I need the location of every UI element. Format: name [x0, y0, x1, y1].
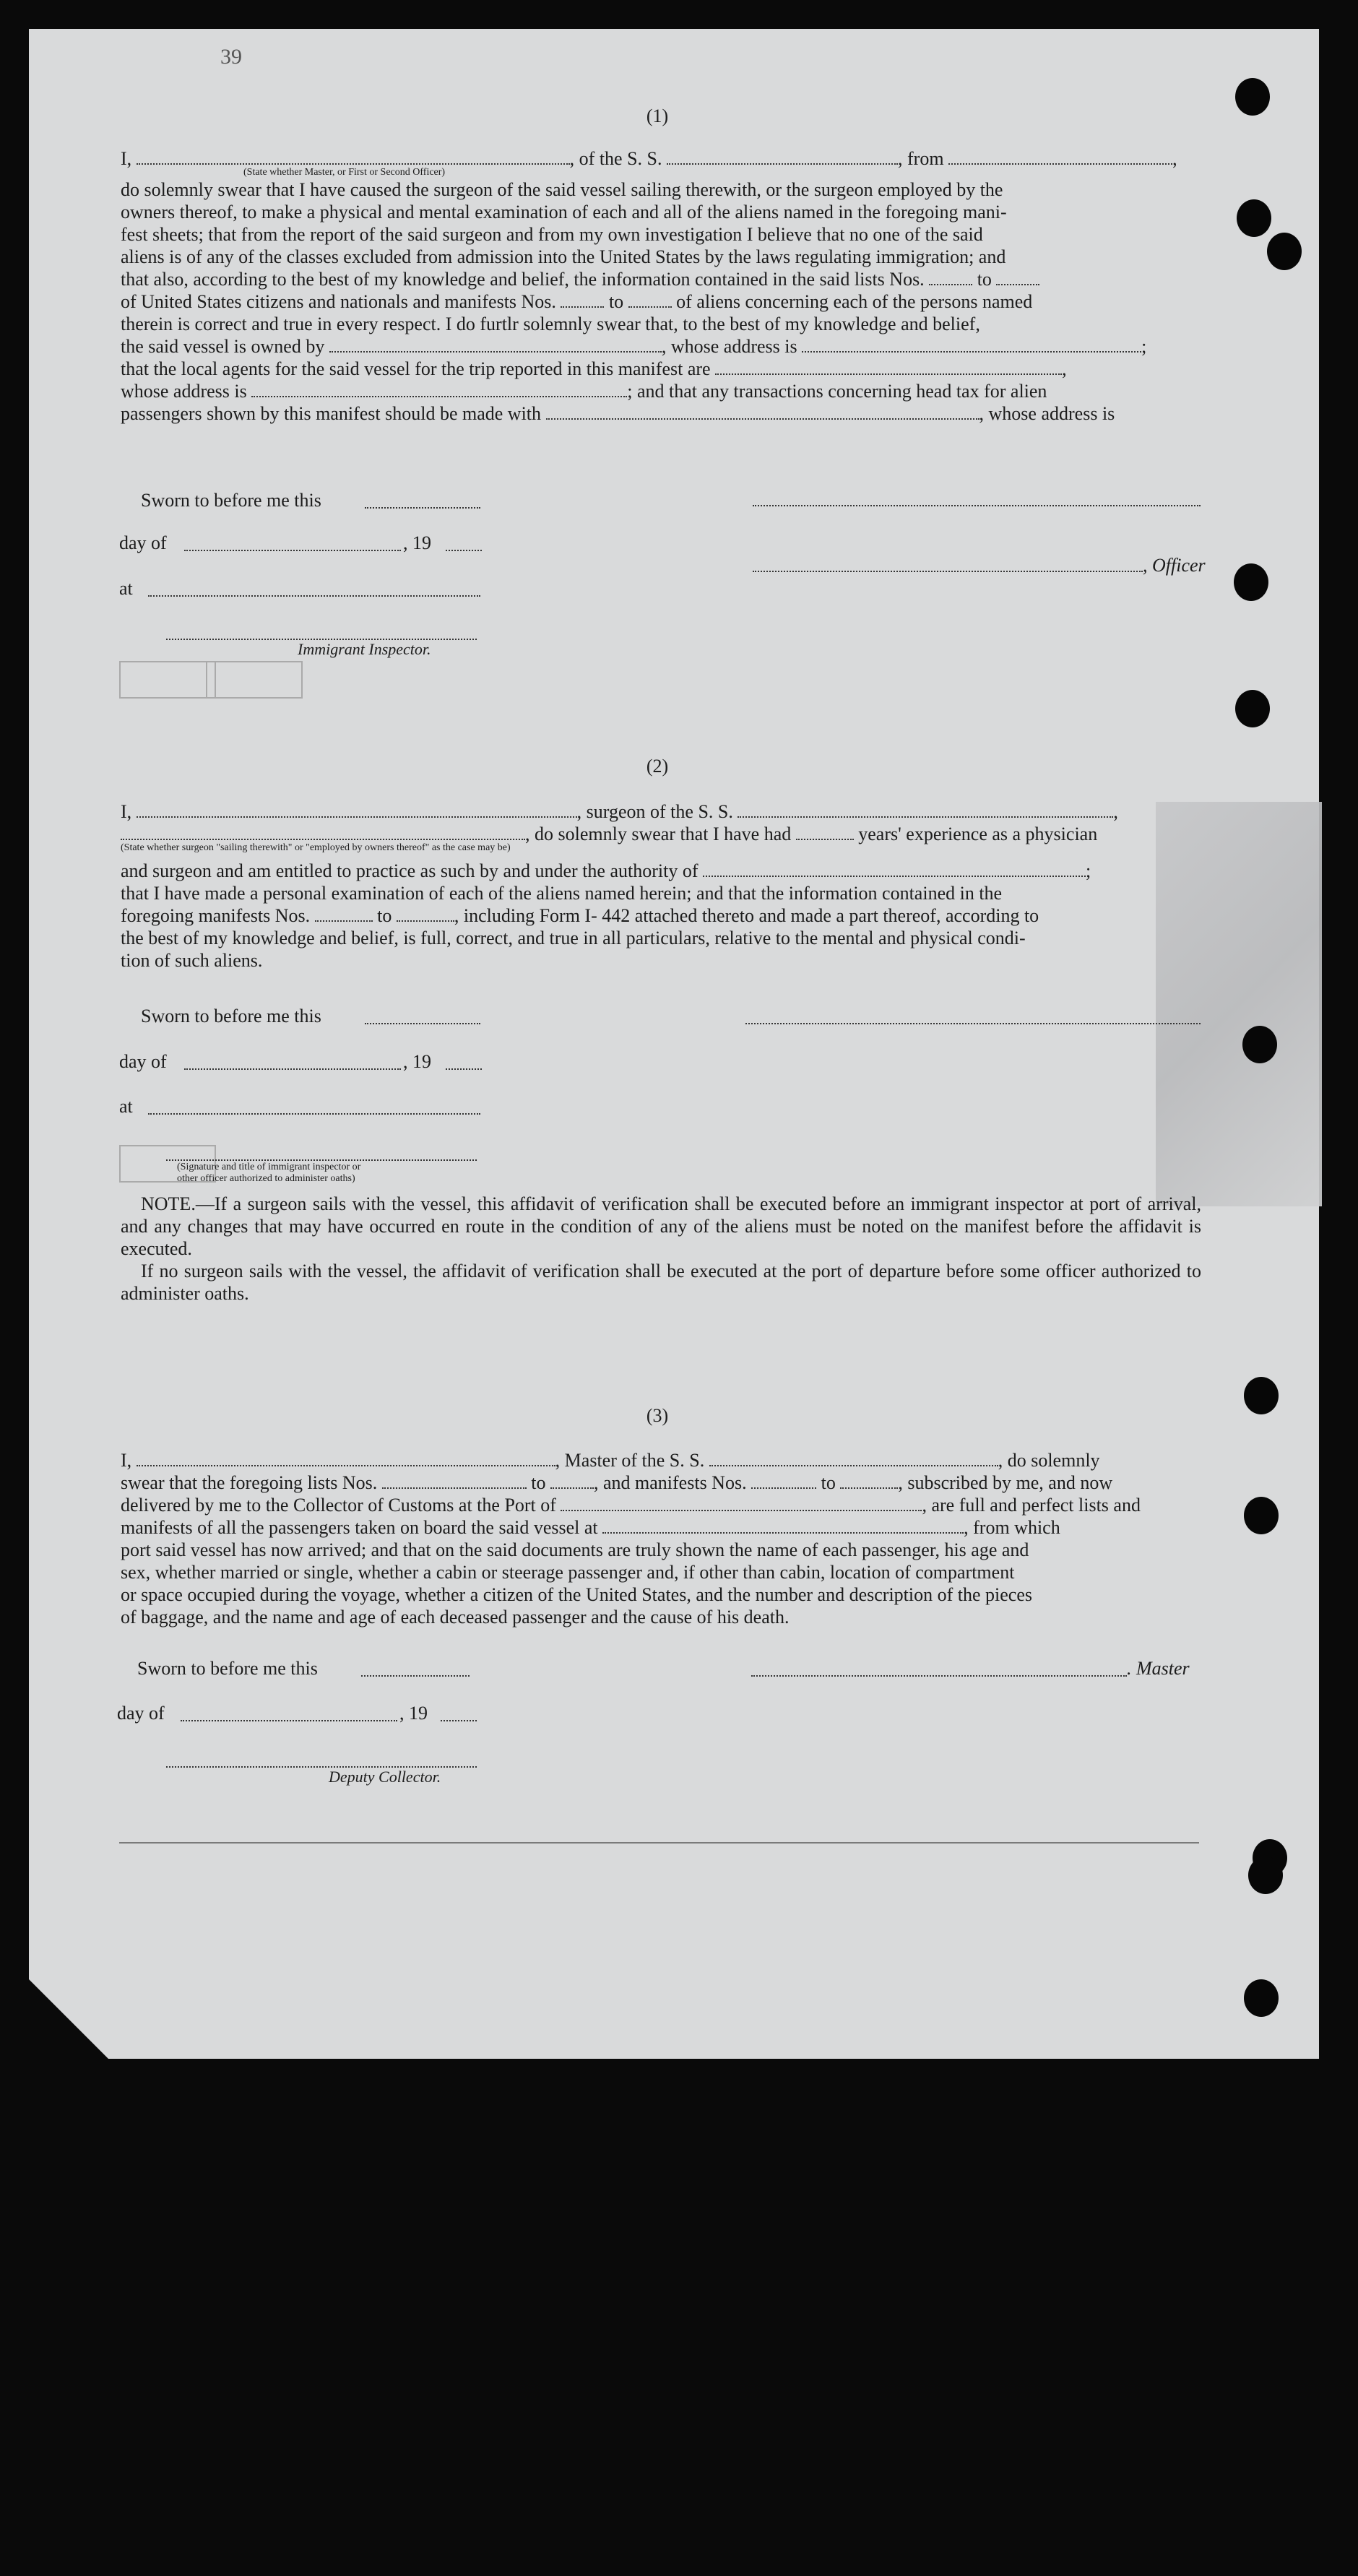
at-field-1[interactable] [148, 594, 480, 597]
year-label-3: , 19 [399, 1703, 428, 1724]
section-3-number: (3) [646, 1405, 669, 1426]
form-text: ; [1086, 860, 1091, 881]
blank-field [137, 1452, 555, 1466]
form-text: to [377, 905, 392, 926]
blank-field [840, 1474, 898, 1489]
form-text: to [821, 1472, 836, 1493]
day-field-1[interactable] [184, 548, 401, 551]
sworn-date-field-1[interactable] [365, 506, 480, 509]
blank-field [315, 907, 373, 922]
sworn-date-field-3[interactable] [361, 1674, 470, 1677]
blank-field [796, 826, 854, 840]
form-text: , whose address is [661, 336, 797, 357]
blank-field [703, 863, 1086, 877]
dayof-label-1: day of [119, 532, 167, 553]
text-line [121, 402, 1201, 425]
text-line: or space occupied during the voyage, whether a citizen of the United States, and the number and description of the pieces [121, 1584, 1033, 1605]
blank-field [137, 150, 570, 165]
form-text: , from [898, 148, 944, 169]
section-1-affidavit [121, 147, 1201, 425]
text-line [121, 800, 1201, 823]
inspector-label: Immigrant Inspector. [298, 640, 431, 658]
blank-field [382, 1474, 527, 1489]
form-text: , [1113, 801, 1118, 822]
text-line: sex, whether married or single, whether a cabin or steerage passenger and, if other than cabin, location of compartment [121, 1562, 1015, 1583]
text-line [121, 1494, 1201, 1516]
form-text: the said vessel is owned by [121, 336, 325, 357]
punch-hole [1267, 233, 1302, 270]
officer-signature-field[interactable] [753, 503, 1201, 506]
section-1-number: (1) [646, 105, 669, 126]
punch-hole [1235, 690, 1270, 727]
text-line [121, 1471, 1201, 1494]
blank-field [550, 1474, 594, 1489]
text-line [121, 268, 1201, 290]
text-line [121, 358, 1201, 380]
blank-field [628, 293, 672, 308]
punch-hole [1244, 1979, 1279, 2017]
text-line: aliens is of any of the classes excluded from admission into the United States by the laws regulating immigration; and [121, 246, 1006, 267]
form-text: , surgeon of the S. S. [576, 801, 733, 822]
at-label-1: at [119, 578, 133, 599]
text-line: fest sheets; that from the report of the said surgeon and from my own investigation I believe that no one of the said [121, 224, 983, 245]
bottom-rule [119, 1842, 1199, 1844]
blank-field [667, 150, 898, 165]
form-text: ; [1141, 336, 1147, 357]
form-text: that the local agents for the said vessel for the trip reported in this manifest are [121, 358, 711, 379]
form-text: whose address is [121, 381, 247, 402]
at-field-2[interactable] [148, 1112, 480, 1115]
text-line [121, 860, 1201, 882]
text-line: the best of my knowledge and belief, is full, correct, and true in all particulars, relative to the mental and physical condi- [121, 928, 1026, 948]
section-2-affidavit [121, 800, 1201, 972]
form-text: passengers shown by this manifest should be made with [121, 403, 542, 424]
form-text: swear that the foregoing lists Nos. [121, 1472, 378, 1493]
form-text: to [977, 269, 992, 290]
form-text: , do solemnly swear that I have had [525, 824, 792, 844]
form-text: ; and that any transactions concerning head tax for alien [627, 381, 1047, 402]
text-line [121, 1516, 1201, 1539]
form-text: , [1172, 148, 1177, 169]
master-label: . Master [1127, 1658, 1190, 1679]
blank-field [751, 1474, 816, 1489]
form-text: manifests of all the passengers taken on board the said vessel at [121, 1517, 598, 1538]
blank-field [996, 271, 1039, 285]
form-text: , are full and perfect lists and [922, 1495, 1141, 1516]
form-text: , of the S. S. [569, 148, 662, 169]
faded-stamp [119, 661, 216, 699]
form-text: , from which [964, 1517, 1060, 1538]
blank-field [546, 405, 979, 420]
blank-field [329, 338, 662, 353]
form-text: , Master of the S. S. [555, 1450, 705, 1471]
blank-field [602, 1519, 964, 1534]
form-text: I, [121, 148, 132, 169]
punch-hole [1248, 1857, 1283, 1894]
master-signature-field[interactable] [751, 1674, 1127, 1677]
collector-label: Deputy Collector. [329, 1768, 441, 1786]
form-text: foregoing manifests Nos. [121, 905, 311, 926]
blank-field [121, 826, 525, 840]
text-line [121, 380, 1201, 402]
form-text: , do solemnly [998, 1450, 1100, 1471]
text-line [121, 1449, 1201, 1471]
form-text: of aliens concerning each of the persons named [676, 291, 1033, 312]
sworn-date-field-2[interactable] [365, 1021, 480, 1024]
text-line: port said vessel has now arrived; and that on the said documents are truly shown the name of each passenger, his age and [121, 1539, 1029, 1560]
dayof-label-2: day of [119, 1051, 167, 1072]
form-text: I, [121, 1450, 132, 1471]
faded-stamp [206, 661, 303, 699]
form-text: I, [121, 801, 132, 822]
surgeon-signature-field[interactable] [745, 1021, 1201, 1024]
text-line: owners thereof, to make a physical and mental examination of each and all of the aliens named in the foregoing mani- [121, 202, 1007, 222]
text-line: do solemnly swear that I have caused the surgeon of the said vessel sailing therewith, or the surgeon employed by the [121, 179, 1003, 200]
page-number: 39 [220, 45, 242, 69]
year-field-1[interactable] [446, 548, 482, 551]
year-label-2: , 19 [403, 1051, 431, 1072]
form-text: , whose address is [979, 403, 1115, 424]
blank-field [397, 907, 454, 922]
form-text: delivered by me to the Collector of Customs at the Port of [121, 1495, 556, 1516]
form-text: , and manifests Nos. [594, 1472, 747, 1493]
form-text: that also, according to the best of my knowledge and belief, the information contained in the said lists Nos. [121, 269, 925, 290]
year-field-3[interactable] [441, 1719, 477, 1721]
punch-hole [1234, 563, 1268, 601]
day-field-2[interactable] [184, 1067, 401, 1070]
officer-rank-note: (State whether Master, or First or Second Officer) [243, 167, 446, 178]
form-text: , including Form I- 442 attached thereto and made a part thereof, according to [454, 905, 1039, 926]
surgeon-note: NOTE.—If a surgeon sails with the vessel, this affidavit of verification shall be executed before an immigrant inspector at port of arrival, and any changes that may have occurred en route in the condition of any of the aliens must be noted on the manifest before the affidavit is executed. [121, 1193, 1201, 1259]
blank-field [251, 383, 627, 397]
form-text: of United States citizens and nationals and manifests Nos. [121, 291, 556, 312]
blank-field [802, 338, 1141, 353]
text-line: of baggage, and the name and age of each deceased passenger and the cause of his death. [121, 1607, 790, 1628]
text-line [121, 904, 1201, 927]
form-text: years' experience as a physician [858, 824, 1098, 844]
dayof-label-3: day of [117, 1703, 165, 1724]
blank-field [561, 1497, 922, 1511]
year-label-1: , 19 [403, 532, 431, 553]
text-line: that I have made a personal examination of each of the aliens named herein; and that the information contained in the [121, 883, 1003, 904]
text-line [121, 335, 1201, 358]
surgeon-type-note: (State whether surgeon "sailing therewith" or "employed by owners thereof" as the case may be) [121, 842, 511, 853]
form-text: r solemnly swear that, to the best of my knowledge and belief, [512, 314, 980, 334]
sworn-label-3: Sworn to before me this [137, 1658, 318, 1679]
text-line [121, 313, 1201, 335]
day-field-3[interactable] [181, 1719, 397, 1721]
blank-field [738, 803, 1113, 818]
punch-hole [1237, 199, 1271, 237]
at-label-2: at [119, 1096, 133, 1117]
form-text: to [608, 291, 624, 312]
officer-title-field[interactable] [753, 569, 1143, 572]
year-field-2[interactable] [446, 1067, 482, 1070]
signature-title-note-2: other officer authorized to administer oaths) [177, 1173, 355, 1184]
section-2-number: (2) [646, 756, 669, 777]
form-text: to [531, 1472, 546, 1493]
blank-field [929, 271, 972, 285]
officer-label: , Officer [1143, 555, 1206, 576]
blank-field [137, 803, 577, 818]
form-text: , [1062, 358, 1067, 379]
text-line: tion of such aliens. [121, 950, 263, 971]
form-text: , subscribed by me, and now [898, 1472, 1113, 1493]
blank-field [948, 150, 1172, 165]
blank-field [561, 293, 604, 308]
departure-note: If no surgeon sails with the vessel, the affidavit of verification shall be executed at the port of departure before some officer authorized to administer oaths. [121, 1261, 1201, 1304]
blank-field [715, 360, 1062, 375]
sworn-label-1: Sworn to before me this [141, 490, 321, 511]
form-text: therein is correct and true in every respect. I do furtl [121, 314, 513, 334]
punch-hole [1244, 1497, 1279, 1534]
punch-hole [1242, 1026, 1277, 1063]
sworn-label-2: Sworn to before me this [141, 1006, 321, 1026]
text-line [121, 290, 1201, 313]
blank-field [709, 1452, 998, 1466]
section-3-affidavit [121, 1449, 1201, 1628]
authorized-officer-signature-field[interactable] [166, 1158, 477, 1161]
signature-title-note-1: (Signature and title of immigrant inspector or [177, 1162, 361, 1172]
form-text: and surgeon and am entitled to practice as such by and under the authority of [121, 860, 699, 881]
